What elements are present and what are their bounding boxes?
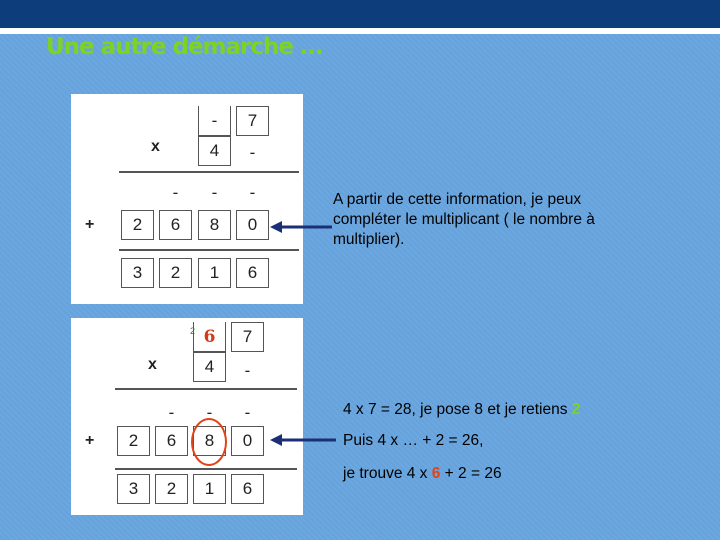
found-digit: 6: [431, 465, 441, 482]
filled-digit: 6: [203, 326, 216, 347]
second-row-cell-3: 8: [198, 210, 231, 240]
multiplier-cell-1: 4: [193, 352, 226, 382]
result-cell-4: 6: [231, 474, 264, 504]
multiplier-cell-2: -: [244, 361, 251, 380]
highlight-oval: [191, 418, 227, 466]
multiplication-panel-1: [71, 94, 303, 304]
header-bar: [0, 0, 720, 28]
result-cell-2: 2: [155, 474, 188, 504]
multiplier-cell-1: 4: [198, 136, 231, 166]
second-row-cell-3: 8: [193, 426, 226, 456]
second-row-cell-1: 2: [117, 426, 150, 456]
explanation-line-3: [343, 464, 703, 484]
partial-cell-2: -: [206, 403, 213, 422]
line3-suffix: + 2 = 26: [440, 465, 502, 482]
second-row-cell-2: 6: [159, 210, 192, 240]
result-cell-1: 3: [117, 474, 150, 504]
times-sign: x: [148, 356, 157, 373]
slide-title: Une autre démarche …: [46, 34, 323, 60]
plus-sign: +: [85, 216, 95, 233]
second-row-cell-4: 0: [236, 210, 269, 240]
result-cell-2: 2: [159, 258, 192, 288]
top-cell-2: 7: [236, 106, 269, 136]
partial-cell-1: -: [168, 403, 175, 422]
multiplication-panel-2: [71, 318, 303, 515]
multiplier-cell-2: -: [249, 143, 256, 162]
line1-text: 4 x 7 = 28, je pose 8 et je retiens: [343, 401, 572, 418]
second-row-cell-1: 2: [121, 210, 154, 240]
explanation-line-1: [343, 400, 703, 420]
plus-sign: +: [85, 432, 95, 449]
operation-line: [119, 171, 299, 173]
line3-prefix: je trouve 4 x: [343, 465, 432, 482]
top-cell-1: [193, 322, 226, 352]
operation-line: [115, 388, 297, 390]
result-cell-4: 6: [236, 258, 269, 288]
arrow-left-icon: [270, 433, 336, 447]
result-line: [119, 249, 299, 251]
carry-digit: 2: [190, 326, 196, 336]
partial-cell-1: -: [172, 183, 179, 202]
times-sign: x: [151, 138, 160, 155]
result-line: [115, 468, 297, 470]
second-row-cell-4: 0: [231, 426, 264, 456]
partial-cell-2: -: [211, 183, 218, 202]
top-cell-2: 7: [231, 322, 264, 352]
carry-value: 2: [571, 401, 581, 418]
partial-cell-3: -: [249, 183, 256, 202]
top-cell-1: -: [198, 106, 231, 136]
result-cell-3: 1: [193, 474, 226, 504]
partial-cell-3: -: [244, 403, 251, 422]
explanation-line-2: Puis 4 x … + 2 = 26,: [343, 432, 484, 449]
result-cell-1: 3: [121, 258, 154, 288]
result-cell-3: 1: [198, 258, 231, 288]
arrow-left-icon: [270, 220, 332, 234]
explanation-text-1: A partir de cette information, je peux compléter le multiplicant ( le nombre à multiplier).: [333, 191, 595, 248]
second-row-cell-2: 6: [155, 426, 188, 456]
